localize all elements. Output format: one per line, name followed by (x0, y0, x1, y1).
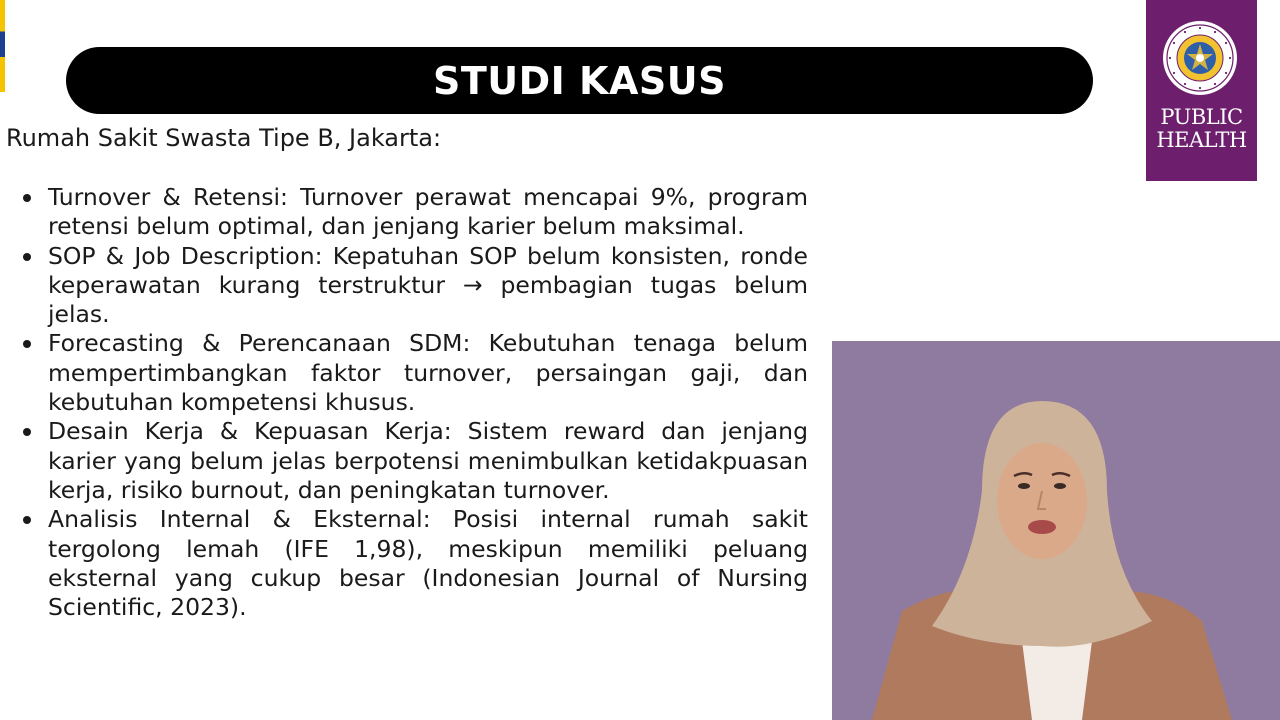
logo-text-line1: PUBLIC (1160, 105, 1243, 129)
bullet-item (18, 242, 808, 330)
bullet-dot-icon (23, 253, 31, 261)
bullet-item (18, 329, 808, 417)
slide-subtitle: Rumah Sakit Swasta Tipe B, Jakarta: (6, 124, 442, 152)
title-banner (66, 47, 1093, 114)
slide-title: STUDI KASUS (432, 58, 726, 103)
bullet-dot-icon (23, 428, 31, 436)
bullet-text: Analisis Internal & Eksternal: Posisi internal rumah sakit tergolong lemah (IFE 1,98), meskipun memiliki peluang eksternal yang cukup besar (Indonesian Journal of Nursing Scientific, 2023). (48, 505, 808, 622)
presenter-video (832, 341, 1280, 720)
university-seal-icon (1162, 20, 1238, 96)
bullet-item (18, 183, 808, 242)
bullet-text: Desain Kerja & Kepuasan Kerja: Sistem reward dan jenjang karier yang belum jelas berpotensi menimbulkan ketidakpuasan kerja, risiko burnout, dan peningkatan turnover. (48, 417, 808, 504)
bullet-item (18, 505, 808, 622)
bullet-dot-icon (23, 194, 31, 202)
presenter-illustration (832, 341, 1280, 720)
bullet-text: Forecasting & Perencanaan SDM: Kebutuhan tenaga belum mempertimbangkan faktor turnover, persaingan gaji, dan kebutuhan kompetensi khusus. (48, 329, 808, 417)
bullet-item (18, 417, 808, 505)
bullet-text: SOP & Job Description: Kepatuhan SOP belum konsisten, ronde keperawatan kurang terstruktur → pembagian tugas belum jelas. (48, 241, 808, 329)
bullet-dot-icon (23, 516, 31, 524)
case-study-points (18, 183, 808, 622)
logo-text-line2: HEALTH (1156, 128, 1247, 152)
corner-accent-stripe (0, 0, 5, 92)
public-health-logo (1146, 0, 1257, 181)
bullet-text: Turnover & Retensi: Turnover perawat mencapai 9%, program retensi belum optimal, dan jenjang karier belum maksimal. (48, 183, 808, 241)
bullet-dot-icon (23, 340, 31, 348)
